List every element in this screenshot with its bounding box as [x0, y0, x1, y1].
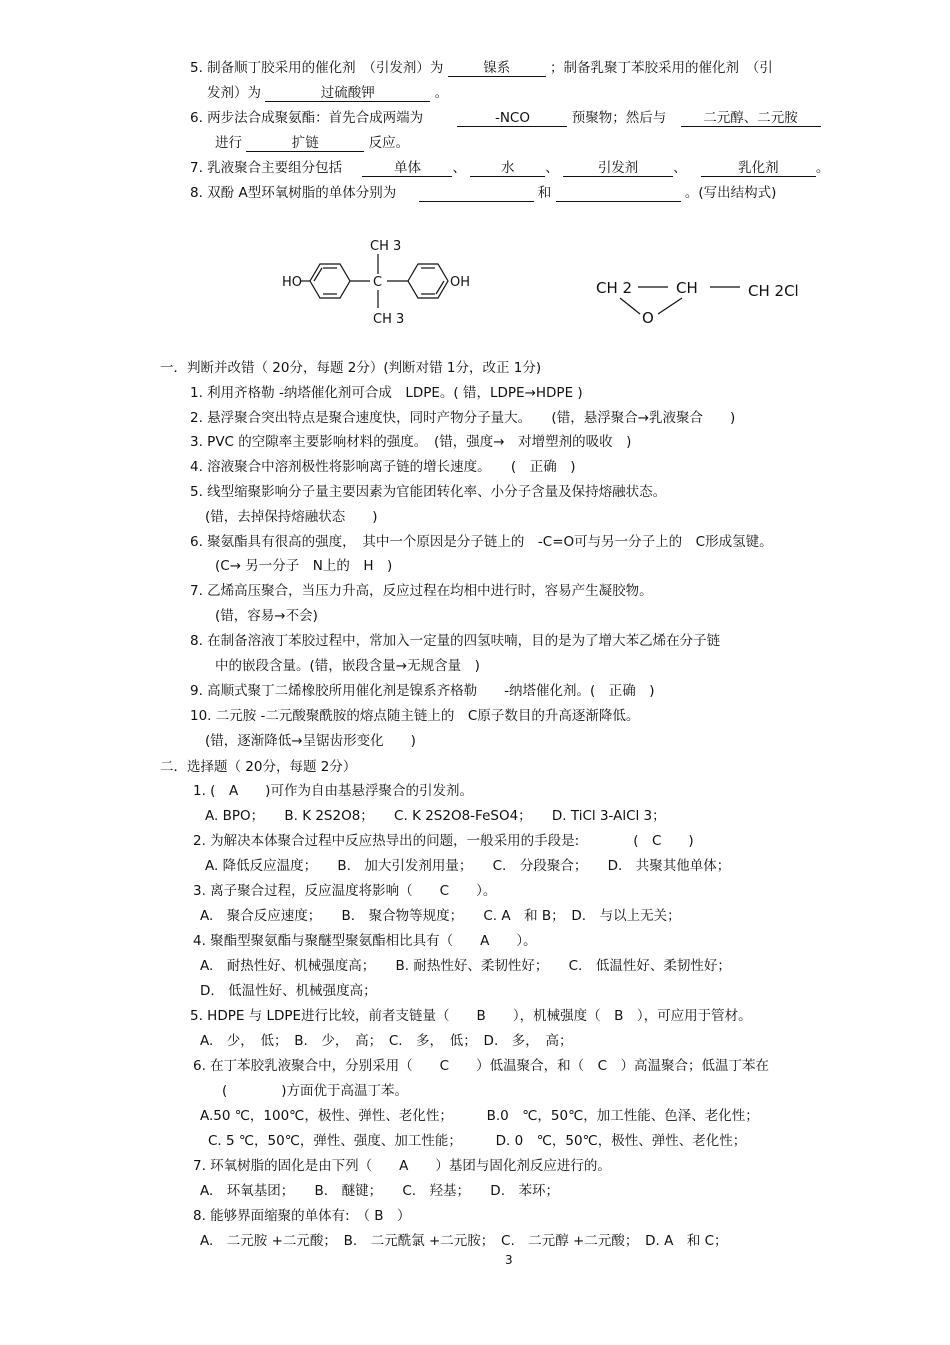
choice-q6-options-1: A.50 ℃，100℃，极性、弹性、老化性； B.0 ℃，50℃，加工性能、色泽、老化性； [200, 1108, 759, 1124]
fill-q7-sep-1: 、 [452, 160, 466, 176]
fill-q5-answer-1: 镍系 [448, 60, 546, 77]
fill-q5-text-3: 发剂）为 [207, 85, 261, 101]
structure-diagrams [270, 228, 830, 338]
fill-q8-line [190, 184, 776, 202]
fill-q8-blank-1 [419, 185, 534, 202]
judge-line-10-correction: (错，逐渐降低→呈锯齿形变化 ) [205, 733, 416, 749]
judge-line-6: 6. 聚氨酯具有很高的强度， 其中一个原因是分子链上的 -C=O可与另一分子上的 C形成氢键。 [190, 534, 773, 550]
choice-q4-options-1: A. 耐热性好、机械强度高； B. 耐热性好、柔韧性好； C. 低温性好、柔韧性好； [200, 958, 731, 974]
fill-q5-line1 [190, 59, 773, 77]
fill-q6-line2 [215, 134, 409, 152]
judge-section-title: 一．判断并改错（ 20分，每题 2分）(判断对错 1分，改正 1分) [160, 360, 542, 376]
judge-line-10: 10. 二元胺 -二元酸聚酰胺的熔点随主链上的 C原子数目的升高逐渐降低。 [190, 708, 640, 724]
ech-oxygen-label: O [642, 309, 654, 327]
fill-q5-line2 [207, 84, 448, 102]
fill-q7-answer-2: 水 [470, 160, 545, 177]
fill-q6-text-4: 反应。 [368, 135, 410, 151]
fill-q8-text: 8. 双酚 A型环氧树脂的单体分别为 [190, 185, 397, 201]
judge-line-3: 3. PVC 的空隙率主要影响材料的强度。 (错，强度→ 对增塑剂的吸收 ) [190, 434, 632, 450]
choice-q6-cont: ( )方面优于高温丁苯。 [222, 1083, 409, 1099]
fill-q5-period: 。 [434, 85, 449, 101]
judge-line-8-cont: 中的嵌段含量。(错，嵌段含量→无规含量 ) [215, 658, 480, 674]
fill-q7-sep-3: 、 [673, 160, 687, 176]
fill-q7-period: 。 [815, 160, 830, 176]
bpa-ch3-bottom: CH 3 [373, 312, 405, 327]
fill-q7-answer-1: 单体 [362, 160, 452, 177]
choice-q2: 2. 为解决本体聚合过程中反应热导出的问题，一般采用的手段是: ( C ) [193, 833, 694, 849]
choice-q3: 3. 离子聚合过程，反应温度将影响（ C ）。 [193, 883, 497, 899]
choice-q1-options: A. BPO； B. K 2S2O8； C. K 2S2O8-FeSO4； D. TiCl 3-AlCl 3； [205, 808, 666, 824]
fill-q6-text: 6. 两步法合成聚氨酯：首先合成两端为 [190, 110, 424, 126]
choice-section-title: 二．选择题（ 20分，每题 2分） [160, 759, 357, 775]
choice-q5: 5. HDPE 与 LDPE进行比较，前者支链量（ B ），机械强度（ B ），可应用于管材。 [190, 1008, 752, 1024]
choice-q3-options: A. 聚合反应速度； B. 聚合物等规度； C. A 和 B； D. 与以上无关； [200, 908, 681, 924]
fill-q5-text: 5. 制备顺丁胶采用的催化剂 （引发剂）为 [190, 60, 444, 76]
ech-ch-label: CH [676, 279, 698, 297]
fill-q5-answer-2: 过硫酸钾 [265, 85, 430, 102]
fill-q6-line1 [190, 109, 821, 127]
choice-q7: 7. 环氧树脂的固化是由下列（ A ）基团与固化剂反应进行的。 [193, 1158, 611, 1174]
choice-q4-options-2: D. 低温性好、机械强度高； [200, 983, 377, 999]
bpa-ch3-top: CH 3 [370, 239, 402, 254]
ech-ch2cl-label: CH 2Cl [748, 282, 799, 300]
fill-q7-answer-4: 乳化剂 [701, 160, 816, 177]
fill-q7-text: 7. 乳液聚合主要组分包括 [190, 160, 343, 176]
judge-line-1: 1. 利用齐格勒 -纳塔催化剂可合成 LDPE。( 错，LDPE→HDPE ) [190, 385, 583, 401]
judge-line-5: 5. 线型缩聚影响分子量主要因素为官能团转化率、小分子含量及保持熔融状态。 [190, 484, 667, 500]
fill-q8-and: 和 [537, 185, 552, 201]
choice-q8: 8. 能够界面缩聚的单体有: （ B ） [193, 1208, 411, 1224]
choice-q6-options-2: C. 5 ℃，50℃，弹性、强度、加工性能； D. 0 ℃，50℃，极性、弹性、老化性； [208, 1133, 747, 1149]
choice-q2-options: A. 降低反应温度； B. 加大引发剂用量； C. 分段聚合； D. 共聚其他单体； [205, 858, 731, 874]
fill-q5-text-2: ；制备乳聚丁苯胶采用的催化剂 （引 [550, 60, 773, 76]
fill-q6-text-2: 预聚物；然后与 [571, 110, 667, 126]
epichlorohydrin-structure [596, 279, 799, 327]
choice-q8-options: A. 二元胺 +二元酸； B. 二元酰氯 +二元胺； C. 二元醇 +二元酸； D. A 和 C； [200, 1233, 728, 1249]
choice-q7-options: A. 环氧基团； B. 醚键； C. 羟基； D. 苯环； [200, 1183, 559, 1199]
fill-q8-blank-2 [556, 185, 681, 202]
fill-q6-answer-1: -NCO [457, 110, 567, 127]
fill-q8-text-2: 。(写出结构式) [684, 185, 777, 201]
choice-q5-options: A. 少， 低； B. 少， 高； C. 多， 低； D. 多， 高； [200, 1033, 573, 1049]
judge-line-9: 9. 高顺式聚丁二烯橡胶所用催化剂是镍系齐格勒 -纳塔催化剂。( 正确 ) [190, 683, 655, 699]
bisphenol-a-structure [282, 239, 470, 327]
fill-q7-sep-2: 、 [545, 160, 559, 176]
judge-line-2: 2. 悬浮聚合突出特点是聚合速度快，同时产物分子量大。 (错，悬浮聚合→乳液聚合 ) [190, 410, 736, 426]
fill-q6-answer-2: 二元醇、二元胺 [681, 110, 821, 127]
fill-q6-text-3: 进行 [215, 135, 242, 151]
ech-ch2-label: CH 2 [596, 279, 633, 297]
bpa-center-carbon: C [373, 275, 383, 290]
judge-line-7: 7. 乙烯高压聚合，当压力升高，反应过程在均相中进行时，容易产生凝胶物。 [190, 583, 653, 599]
fill-q7-line [190, 159, 829, 177]
page-number: 3 [505, 1253, 513, 1267]
choice-q1: 1. ( A )可作为自由基悬浮聚合的引发剂。 [193, 783, 473, 799]
bpa-oh-label: OH [450, 275, 471, 290]
judge-line-6-correction: (C→ 另一分子 N上的 H ) [215, 558, 393, 574]
choice-q4: 4. 聚酯型聚氨酯与聚醚型聚氨酯相比具有（ A ）。 [193, 933, 537, 949]
judge-line-4: 4. 溶液聚合中溶剂极性将影响离子链的增长速度。 ( 正确 ) [190, 459, 576, 475]
fill-q6-answer-3: 扩链 [246, 135, 364, 152]
judge-line-5-correction: (错，去掉保持熔融状态 ) [205, 509, 378, 525]
fill-q7-answer-3: 引发剂 [563, 160, 673, 177]
judge-line-7-correction: (错，容易→不会) [215, 608, 318, 624]
judge-line-8: 8. 在制备溶液丁苯胶过程中，常加入一定量的四氢呋喃，目的是为了增大苯乙烯在分子链 [190, 633, 721, 649]
choice-q6: 6. 在丁苯胶乳液聚合中，分别采用（ C ）低温聚合，和（ C ）高温聚合；低温丁苯在 [193, 1058, 770, 1074]
bpa-ho-label: HO [282, 275, 303, 290]
